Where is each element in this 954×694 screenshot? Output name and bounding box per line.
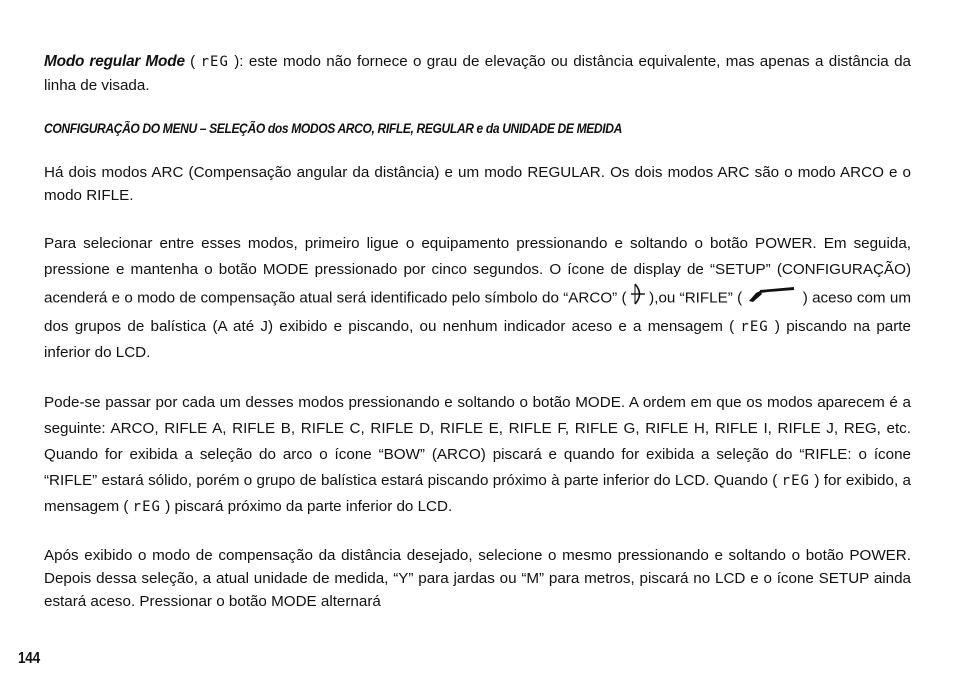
reg-lcd-code: rEG — [132, 499, 161, 515]
page-number: 144 — [18, 650, 40, 667]
select-modes-text-1: Para selecionar entre esses modos, primeiro ligue o equipamento pressionando e soltando o botão POWER. Em seguida, pressione e mantenha o botão MODE pressionado por cinco segundos. O ícone de display de “SETUP” (CONFIGURAÇÃO) acenderá e o modo de compensação atual será identificado pelo símbolo do “ARCO” ( — [44, 235, 911, 307]
reg-lcd-code: rEG — [740, 319, 769, 335]
reg-lcd-code: rEG — [781, 473, 810, 489]
paragraph-select-modes — [44, 231, 911, 366]
select-modes-text-4: ) piscando na parte inferior do LCD. — [44, 318, 911, 361]
select-modes-text-3: ) aceso com um dos grupos de balística (A até J) exibido e piscando, ou nenhum indicador aceso e a mensagem ( — [44, 289, 911, 335]
page-body — [44, 50, 911, 613]
regular-mode-text: ): este modo não fornece o grau de elevação ou distância equivalente, mas apenas a distância da linha de visada. — [44, 53, 911, 94]
paragraph-unit-selection: Após exibido o modo de compensação da distância desejado, selecione o mesmo pressionando e soltando o botão POWER. Depois dessa seleção, a atual unidade de medida, “Y” para jardas ou “M” para metros, piscará no LCD e o ícone SETUP ainda estará aceso. Pressionar o botão MODE alternará — [44, 547, 911, 610]
mode-order-text-2: ) for exibido, a mensagem ( — [44, 472, 911, 515]
regular-mode-open: ( — [184, 53, 196, 70]
paragraph-regular-mode — [44, 50, 911, 97]
reg-lcd-code: rEG — [200, 54, 229, 70]
select-modes-text-2: ),ou “RIFLE” ( — [649, 289, 743, 307]
mode-order-text-3: ) piscará próximo da parte inferior do LCD. — [165, 498, 453, 515]
paragraph-mode-order — [44, 390, 911, 520]
regular-mode-heading: Modo regular Mode — [44, 53, 185, 70]
mode-order-text-1: Pode-se passar por cada um desses modos pressionando e soltando o botão MODE. A ordem em que os modos aparecem é a seguinte: ARCO, RIFLE A, RIFLE B, RIFLE C, RIFLE D, RIFLE E, RIFLE F, RIFLE G, RIFLE H, RIFLE I, RIFLE J, REG, etc. Quando for exibida a seleção do arco o ícone “BOW” (ARCO) piscará e quando for exibida a seleção do “RIFLE: o ícone “RIFLE” estará sólido, porém o grupo de balística estará piscando próximo à parte inferior do LCD. Quando ( — [44, 394, 911, 489]
paragraph-arc-modes: Há dois modos ARC (Compensação angular da distância) e um modo REGULAR. Os dois modos ARC são o modo ARCO e o modo RIFLE. — [44, 164, 911, 204]
rifle-icon — [746, 285, 798, 312]
section-heading: CONFIGURAÇÃO DO MENU – SELEÇÃO dos MODOS ARCO, RIFLE, REGULAR e da UNIDADE DE MEDIDA — [44, 121, 622, 136]
bow-icon — [631, 283, 645, 314]
